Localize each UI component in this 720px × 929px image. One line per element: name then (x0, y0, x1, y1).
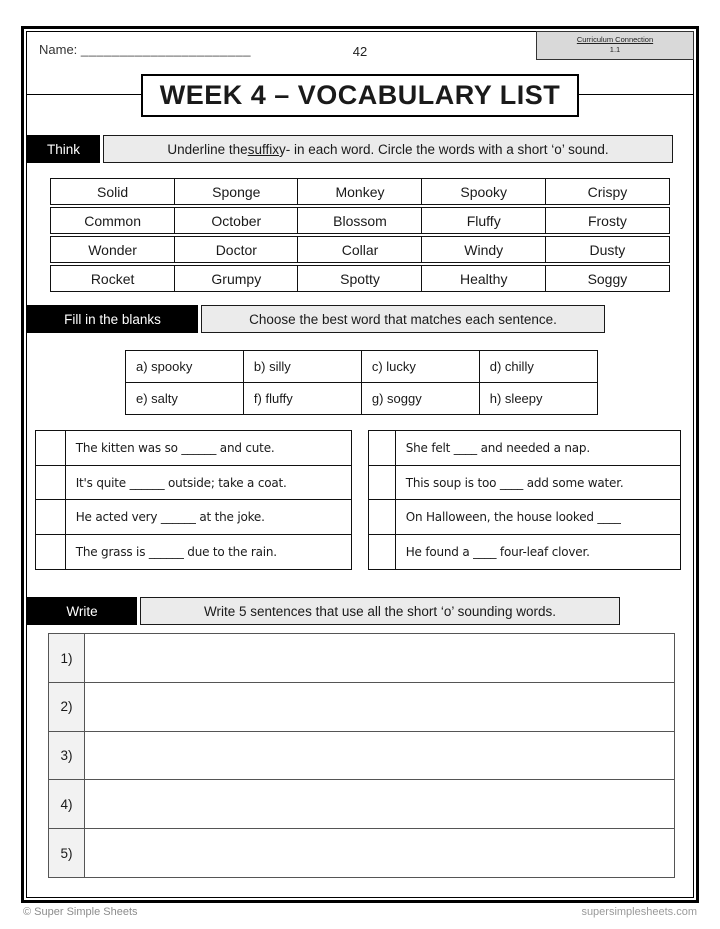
options-row (125, 382, 598, 415)
option-cell: d) chilly (479, 350, 598, 383)
word-cell: Collar (297, 236, 422, 263)
word-cell: Common (50, 207, 175, 234)
word-cell: Soggy (545, 265, 670, 292)
sentence-row (35, 534, 352, 570)
write-label: Write (27, 597, 137, 625)
website-link[interactable]: supersimplesheets.com (581, 906, 697, 918)
answer-box[interactable] (35, 465, 66, 501)
answer-box[interactable] (368, 465, 396, 501)
word-cell: Fluffy (421, 207, 546, 234)
word-cell: Doctor (174, 236, 299, 263)
word-row (50, 178, 670, 205)
word-cell: Monkey (297, 178, 422, 205)
page-number: 42 (352, 44, 368, 59)
word-cell: Wonder (50, 236, 175, 263)
answer-box[interactable] (35, 499, 66, 535)
writing-line[interactable] (84, 682, 675, 732)
word-cell: Crispy (545, 178, 670, 205)
think-instruction-pre: Underline the (167, 141, 248, 157)
fill-blanks-section-header (27, 305, 605, 333)
writing-line[interactable] (84, 779, 675, 829)
answer-box[interactable] (368, 499, 396, 535)
line-number: 1) (48, 633, 85, 683)
word-cell: Rocket (50, 265, 175, 292)
worksheet-inner-frame (26, 31, 694, 898)
writing-line[interactable] (84, 731, 675, 781)
word-cell: Windy (421, 236, 546, 263)
sentences-right-table (368, 430, 681, 570)
writing-line[interactable] (84, 633, 675, 683)
sentences-left-table (35, 430, 352, 570)
sentence-row (35, 430, 352, 466)
worksheet-page (21, 26, 699, 903)
sentence-text: He acted very ______ at the joke. (65, 499, 352, 535)
answer-box[interactable] (35, 534, 66, 570)
sentence-row (368, 499, 681, 535)
answer-box[interactable] (368, 430, 396, 466)
line-number: 3) (48, 731, 85, 781)
fill-blanks-label: Fill in the blanks (27, 305, 198, 333)
option-cell: h) sleepy (479, 382, 598, 415)
vocabulary-word-table (50, 178, 670, 292)
word-cell: Solid (50, 178, 175, 205)
word-options-table (125, 350, 598, 415)
word-row (50, 207, 670, 234)
sentence-row (35, 465, 352, 501)
writing-line-row (48, 731, 675, 781)
think-instruction-underlined: suffix (247, 141, 279, 157)
word-cell: Frosty (545, 207, 670, 234)
curriculum-connection-badge (536, 31, 694, 60)
line-number: 5) (48, 828, 85, 878)
writing-line[interactable] (84, 828, 675, 878)
think-label: Think (27, 135, 100, 163)
option-cell: g) soggy (361, 382, 480, 415)
sentence-row (35, 499, 352, 535)
think-instruction-post: y- in each word. Circle the words with a short ‘o’ sound. (278, 141, 609, 157)
sentence-text: It's quite ______ outside; take a coat. (65, 465, 352, 501)
word-row (50, 265, 670, 292)
name-blank-line[interactable]: ______________________ (80, 42, 251, 57)
page-title: WEEK 4 – VOCABULARY LIST (141, 74, 579, 117)
think-instruction (103, 135, 673, 163)
writing-line-row (48, 779, 675, 829)
option-cell: a) spooky (125, 350, 244, 383)
word-cell: Blossom (297, 207, 422, 234)
think-section-header (27, 135, 673, 163)
writing-lines-table (48, 633, 675, 878)
option-cell: e) salty (125, 382, 244, 415)
word-cell: October (174, 207, 299, 234)
sentence-text: This soup is too ____ add some water. (395, 465, 681, 501)
sentence-row (368, 465, 681, 501)
sentence-text: On Halloween, the house looked ____ (395, 499, 681, 535)
write-section-header (27, 597, 620, 625)
answer-box[interactable] (35, 430, 66, 466)
curriculum-connection-number: 1.1 (609, 45, 621, 55)
fill-blanks-instruction: Choose the best word that matches each sentence. (201, 305, 605, 333)
word-cell: Grumpy (174, 265, 299, 292)
sentence-text: He found a ____ four-leaf clover. (395, 534, 681, 570)
option-cell: f) fluffy (243, 382, 362, 415)
option-cell: c) lucky (361, 350, 480, 383)
writing-line-row (48, 828, 675, 878)
option-cell: b) silly (243, 350, 362, 383)
curriculum-connection-title: Curriculum Connection (576, 35, 654, 44)
sentence-row (368, 430, 681, 466)
write-instruction: Write 5 sentences that use all the short ‘o’ sounding words. (140, 597, 620, 625)
options-row (125, 350, 598, 383)
line-number: 2) (48, 682, 85, 732)
sentence-text: The kitten was so ______ and cute. (65, 430, 352, 466)
writing-line-row (48, 682, 675, 732)
word-row (50, 236, 670, 263)
word-cell: Spotty (297, 265, 422, 292)
copyright-text: © Super Simple Sheets (23, 906, 138, 918)
writing-line-row (48, 633, 675, 683)
sentence-text: She felt ____ and needed a nap. (395, 430, 681, 466)
sentence-row (368, 534, 681, 570)
answer-box[interactable] (368, 534, 396, 570)
word-cell: Sponge (174, 178, 299, 205)
word-cell: Dusty (545, 236, 670, 263)
name-label: Name: (39, 42, 78, 57)
word-cell: Spooky (421, 178, 546, 205)
word-cell: Healthy (421, 265, 546, 292)
line-number: 4) (48, 779, 85, 829)
sentence-text: The grass is ______ due to the rain. (65, 534, 352, 570)
